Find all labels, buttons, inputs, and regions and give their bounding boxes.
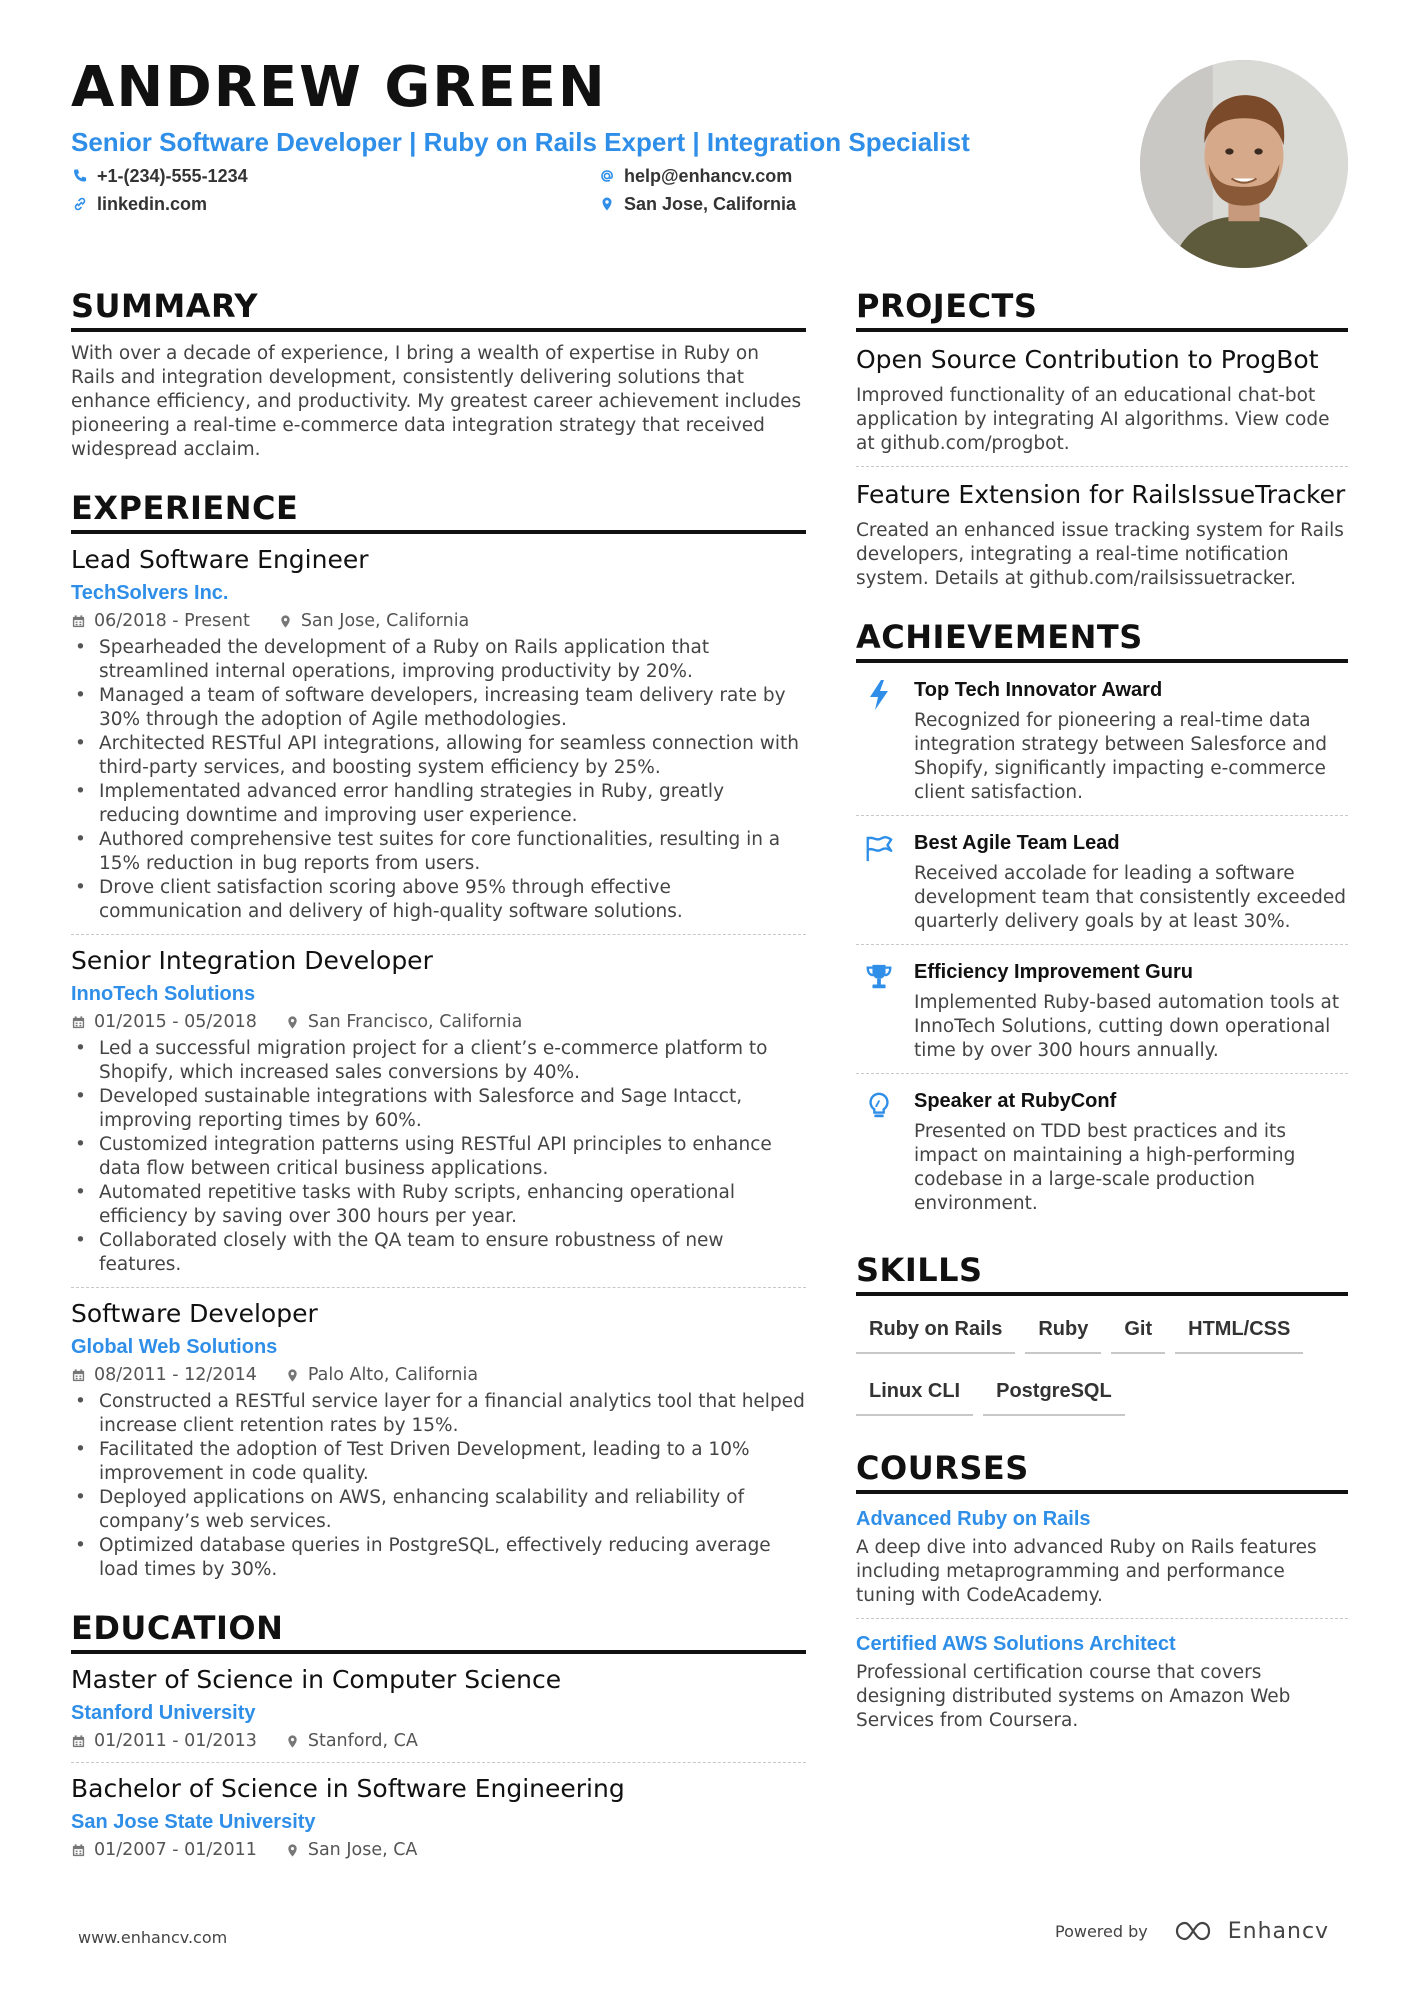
divider <box>71 934 806 935</box>
list-item: • Authored comprehensive test suites for core functionalities, resulting in a 15% reduction in bug reports from users. <box>71 828 806 876</box>
lightbulb-icon <box>864 1090 894 1122</box>
project-entry <box>856 479 1348 591</box>
company-name: InnoTech Solutions <box>71 983 256 1005</box>
job-dates: 08/2011 - 12/2014 <box>94 1365 257 1385</box>
education-heading: EDUCATION <box>71 1608 806 1654</box>
job-location: San Jose, California <box>300 611 470 631</box>
job-dates: 06/2018 - Present <box>94 611 250 631</box>
list-item: • Architected RESTful API integrations, allowing for seamless connection with third-party services, and boosting system efficiency by 25%. <box>71 732 806 780</box>
achievement-description: Implemented Ruby-based automation tools at InnoTech Solutions, cutting down operational time by over 300 hours annually. <box>914 992 1340 1061</box>
achievements-heading: ACHIEVEMENTS <box>856 617 1348 663</box>
contact-location <box>598 194 998 214</box>
education-meta <box>71 1730 806 1752</box>
education-dates: 01/2011 - 01/2013 <box>94 1731 257 1751</box>
footer-site-link[interactable]: www.enhancv.com <box>78 1928 228 1947</box>
right-column <box>856 286 1348 1759</box>
school-name: San Jose State University <box>71 1811 316 1833</box>
education-entry <box>71 1773 806 1861</box>
list-item: • Facilitated the adoption of Test Driven Development, leading to a 10% improvement in code quality. <box>71 1438 806 1486</box>
contact-info <box>71 166 1171 214</box>
job-bullets <box>71 636 806 924</box>
skill-tag: Ruby on Rails <box>856 1310 1015 1354</box>
footer-powered-by <box>1055 1918 1329 1944</box>
location-pin-icon <box>285 1734 300 1749</box>
achievement-entry <box>856 816 1348 942</box>
project-description: Improved functionality of an educational chat-bot application by integrating AI algorithms. View code at github.com/progbot. <box>856 385 1330 454</box>
achievement-description: Presented on TDD best practices and its impact on maintaining a high-performing codebase in a large-scale production environment. <box>914 1121 1296 1214</box>
job-title: Lead Software Engineer <box>71 545 369 574</box>
job-location: San Francisco, California <box>307 1012 523 1032</box>
summary-text: With over a decade of experience, I bring a wealth of expertise in Ruby on Rails and integration development, consistently delivering solutions that enhance efficiency, and productivity. My greatest career achievement includes pioneering a real-time e-commerce data integration strategy that received widespread acclaim. <box>71 343 802 460</box>
lightning-icon <box>864 679 894 711</box>
skill-tag: Ruby <box>1025 1310 1101 1354</box>
course-title: Advanced Ruby on Rails <box>856 1508 1091 1530</box>
achievement-title: Efficiency Improvement Guru <box>914 961 1193 983</box>
skill-tag: Git <box>1111 1310 1165 1354</box>
company-name: TechSolvers Inc. <box>71 582 229 604</box>
job-meta <box>71 1011 806 1033</box>
list-item: • Spearheaded the development of a Ruby on Rails application that streamlined internal operations, improving productivity by 20%. <box>71 636 806 684</box>
courses-section <box>856 1448 1348 1733</box>
course-title: Certified AWS Solutions Architect <box>856 1633 1176 1655</box>
project-title: Open Source Contribution to ProgBot <box>856 345 1319 374</box>
skills-heading: SKILLS <box>856 1250 1348 1296</box>
list-item: • Implementated advanced error handling strategies in Ruby, greatly reducing downtime and improving user experience. <box>71 780 806 828</box>
linkedin-text: linkedin.com <box>97 194 208 214</box>
email-text: help@enhancv.com <box>624 166 793 186</box>
achievement-title: Speaker at RubyConf <box>914 1090 1117 1112</box>
list-item: • Constructed a RESTful service layer for a financial analytics tool that helped increase client retention rates by 15%. <box>71 1390 806 1438</box>
calendar-icon <box>71 1015 86 1030</box>
job-meta <box>71 1364 806 1386</box>
experience-section <box>71 488 806 1582</box>
list-item: • Drove client satisfaction scoring above 95% through effective communication and delivery of high-quality software solutions. <box>71 876 806 924</box>
trophy-icon <box>864 961 894 993</box>
location-pin-icon <box>285 1368 300 1383</box>
job-meta <box>71 610 806 632</box>
location-text: San Jose, California <box>624 194 797 214</box>
list-item: • Collaborated closely with the QA team to ensure robustness of new features. <box>71 1229 806 1277</box>
projects-section <box>856 286 1348 591</box>
project-description: Created an enhanced issue tracking system for Rails developers, integrating a real-time notification system. Details at github.com/railsissuetracker. <box>856 520 1344 589</box>
resume-header <box>71 56 1171 214</box>
achievement-description: Recognized for pioneering a real-time data integration strategy between Salesforce and Shopify, significantly impacting e-commerce client satisfaction. <box>914 710 1327 803</box>
enhancv-logo-icon <box>1174 1918 1220 1944</box>
course-entry <box>856 1506 1348 1619</box>
contact-phone[interactable] <box>71 166 598 186</box>
education-dates: 01/2007 - 01/2011 <box>94 1840 257 1860</box>
achievement-title: Best Agile Team Lead <box>914 832 1120 854</box>
location-pin-icon <box>285 1015 300 1030</box>
phone-icon <box>71 167 89 185</box>
divider <box>71 1287 806 1288</box>
calendar-icon <box>71 614 86 629</box>
summary-heading: SUMMARY <box>71 286 806 332</box>
enhancv-logo[interactable] <box>1174 1918 1329 1944</box>
left-column <box>71 286 806 1887</box>
location-pin-icon <box>278 614 293 629</box>
experience-heading: EXPERIENCE <box>71 488 806 534</box>
achievement-entry <box>856 1074 1348 1224</box>
job-title: Senior Integration Developer <box>71 946 433 975</box>
candidate-title: Senior Software Developer | Ruby on Rails Expert | Integration Specialist <box>71 127 970 157</box>
list-item: • Led a successful migration project for a client’s e-commerce platform to Shopify, which increased sales conversions by 40%. <box>71 1037 806 1085</box>
list-item: • Deployed applications on AWS, enhancing scalability and reliability of company’s web services. <box>71 1486 806 1534</box>
achievement-title: Top Tech Innovator Award <box>914 679 1163 701</box>
list-item: • Optimized database queries in PostgreSQL, effectively reducing average load times by 30%. <box>71 1534 806 1582</box>
contact-linkedin[interactable] <box>71 194 598 214</box>
candidate-name: ANDREW GREEN <box>71 55 607 120</box>
project-entry <box>856 344 1348 467</box>
divider <box>856 1618 1348 1619</box>
summary-section <box>71 286 806 462</box>
powered-by-label: Powered by <box>1055 1921 1148 1941</box>
job-location: Palo Alto, California <box>307 1365 479 1385</box>
link-icon <box>71 195 89 213</box>
achievement-entry <box>856 945 1348 1071</box>
flag-icon <box>864 832 894 864</box>
projects-heading: PROJECTS <box>856 286 1348 332</box>
course-description: A deep dive into advanced Ruby on Rails features including metaprogramming and performance tuning with CodeAcademy. <box>856 1537 1317 1606</box>
education-location: Stanford, CA <box>307 1731 418 1751</box>
job-bullets <box>71 1390 806 1582</box>
course-entry <box>856 1631 1348 1733</box>
skills-list <box>856 1310 1348 1434</box>
education-section <box>71 1608 806 1861</box>
degree-title: Master of Science in Computer Science <box>71 1665 562 1694</box>
job-title: Software Developer <box>71 1299 318 1328</box>
calendar-icon <box>71 1734 86 1749</box>
experience-entry <box>71 1298 806 1582</box>
education-location: San Jose, CA <box>307 1840 418 1860</box>
school-name: Stanford University <box>71 1702 256 1724</box>
calendar-icon <box>71 1368 86 1383</box>
divider <box>856 466 1348 467</box>
skill-tag: HTML/CSS <box>1175 1310 1303 1354</box>
experience-entry <box>71 945 806 1288</box>
job-bullets <box>71 1037 806 1277</box>
list-item: • Managed a team of software developers, increasing team delivery rate by 30% through the adoption of Agile methodologies. <box>71 684 806 732</box>
company-name: Global Web Solutions <box>71 1336 278 1358</box>
location-pin-icon <box>285 1843 300 1858</box>
experience-entry <box>71 544 806 935</box>
calendar-icon <box>71 1843 86 1858</box>
profile-photo <box>1140 60 1348 268</box>
course-description: Professional certification course that covers designing distributed systems on Amazon Web Services from Coursera. <box>856 1662 1291 1731</box>
contact-email[interactable] <box>598 166 998 186</box>
education-entry <box>71 1664 806 1763</box>
list-item: • Customized integration patterns using RESTful API principles to enhance data flow between critical business applications. <box>71 1133 806 1181</box>
achievements-section <box>856 617 1348 1224</box>
skill-tag: PostgreSQL <box>983 1372 1125 1416</box>
phone-text: +1-(234)-555-1234 <box>97 166 248 186</box>
skill-tag: Linux CLI <box>856 1372 973 1416</box>
list-item: • Developed sustainable integrations with Salesforce and Sage Intacct, improving reporting times by 60%. <box>71 1085 806 1133</box>
skills-section <box>856 1250 1348 1434</box>
at-icon <box>598 167 616 185</box>
achievement-description: Received accolade for leading a software development team that consistently exceeded quarterly delivery goals by at least 30%. <box>914 863 1346 932</box>
location-pin-icon <box>598 195 616 213</box>
achievement-entry <box>856 663 1348 813</box>
list-item: • Automated repetitive tasks with Ruby scripts, enhancing operational efficiency by saving over 300 hours per year. <box>71 1181 806 1229</box>
education-meta <box>71 1839 806 1861</box>
project-title: Feature Extension for RailsIssueTracker <box>856 480 1346 509</box>
enhancv-brand-text: Enhancv <box>1227 1918 1330 1944</box>
divider <box>71 1762 806 1763</box>
courses-heading: COURSES <box>856 1448 1348 1494</box>
degree-title: Bachelor of Science in Software Engineering <box>71 1774 625 1803</box>
job-dates: 01/2015 - 05/2018 <box>94 1012 257 1032</box>
